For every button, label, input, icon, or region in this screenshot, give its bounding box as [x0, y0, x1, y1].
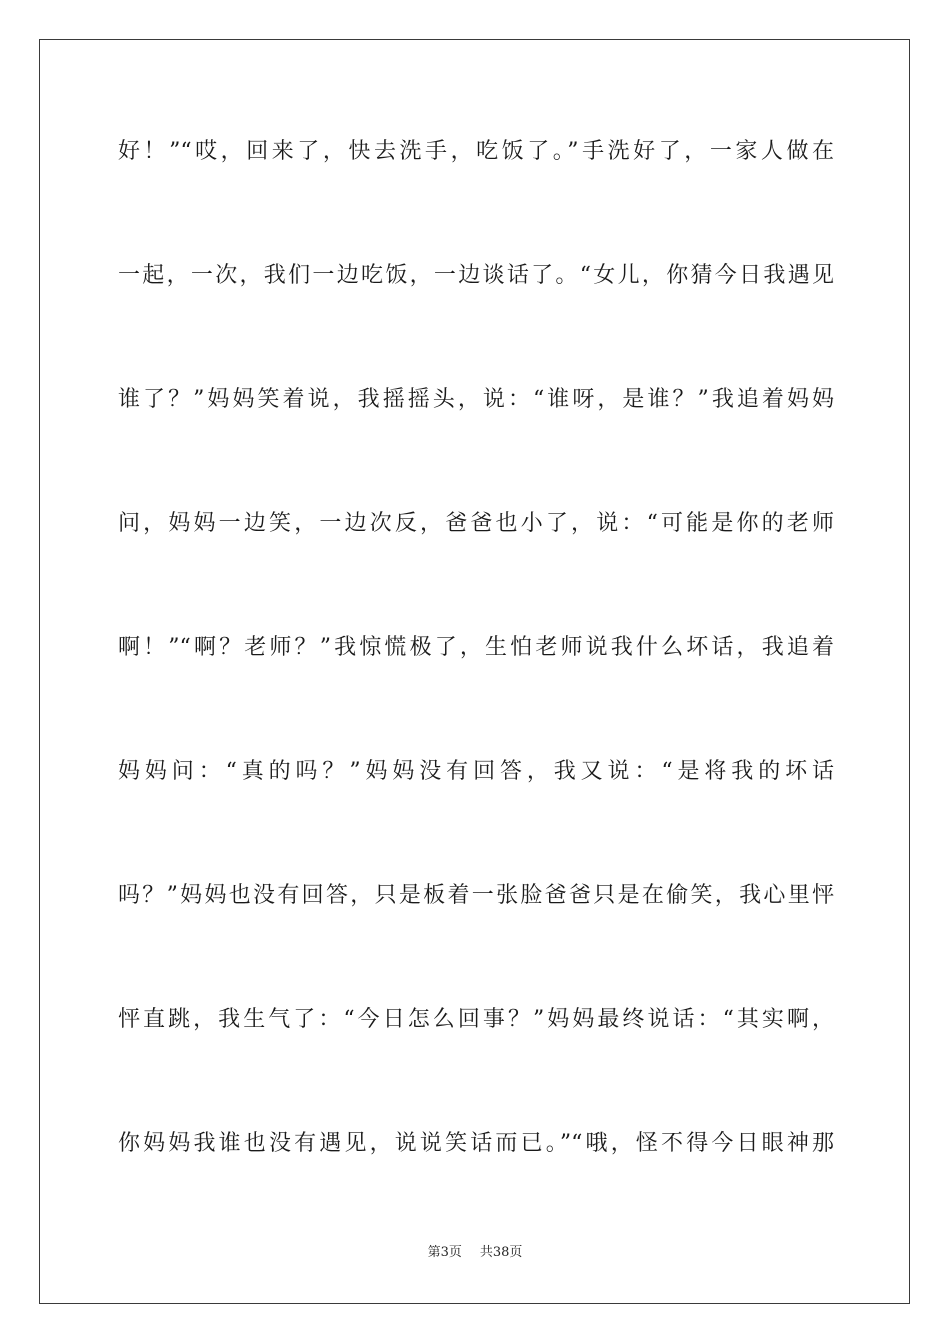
text-line: 谁了？”妈妈笑着说，我摇摇头，说：“谁呀，是谁？”我追着妈妈: [118, 387, 834, 412]
page-border: [39, 39, 910, 1304]
text-line: 好！”“哎，回来了，快去洗手，吃饭了。”手洗好了，一家人做在: [118, 139, 834, 164]
text-line: 吗？”妈妈也没有回答，只是板着一张脸爸爸只是在偷笑，我心里怦: [118, 883, 834, 908]
text-line: 怦直跳，我生气了：“今日怎么回事？”妈妈最终说话：“其实啊，: [118, 1007, 834, 1032]
page-total: 共38页: [479, 1245, 523, 1260]
page-footer: [0, 1244, 950, 1262]
page-number: 第3页: [427, 1245, 462, 1260]
text-line: 你妈妈我谁也没有遇见，说说笑话而已。”“哦，怪不得今日眼神那: [118, 1131, 834, 1156]
text-line: 一起，一次，我们一边吃饭，一边谈话了。“女儿，你猜今日我遇见: [118, 263, 834, 288]
text-line: 问，妈妈一边笑，一边次反，爸爸也小了，说：“可能是你的老师: [118, 511, 834, 536]
text-line: 啊！”“啊？老师？”我惊慌极了，生怕老师说我什么坏话，我追着: [118, 635, 834, 660]
text-line: 妈妈问：“真的吗？”妈妈没有回答，我又说：“是将我的坏话: [118, 759, 834, 784]
